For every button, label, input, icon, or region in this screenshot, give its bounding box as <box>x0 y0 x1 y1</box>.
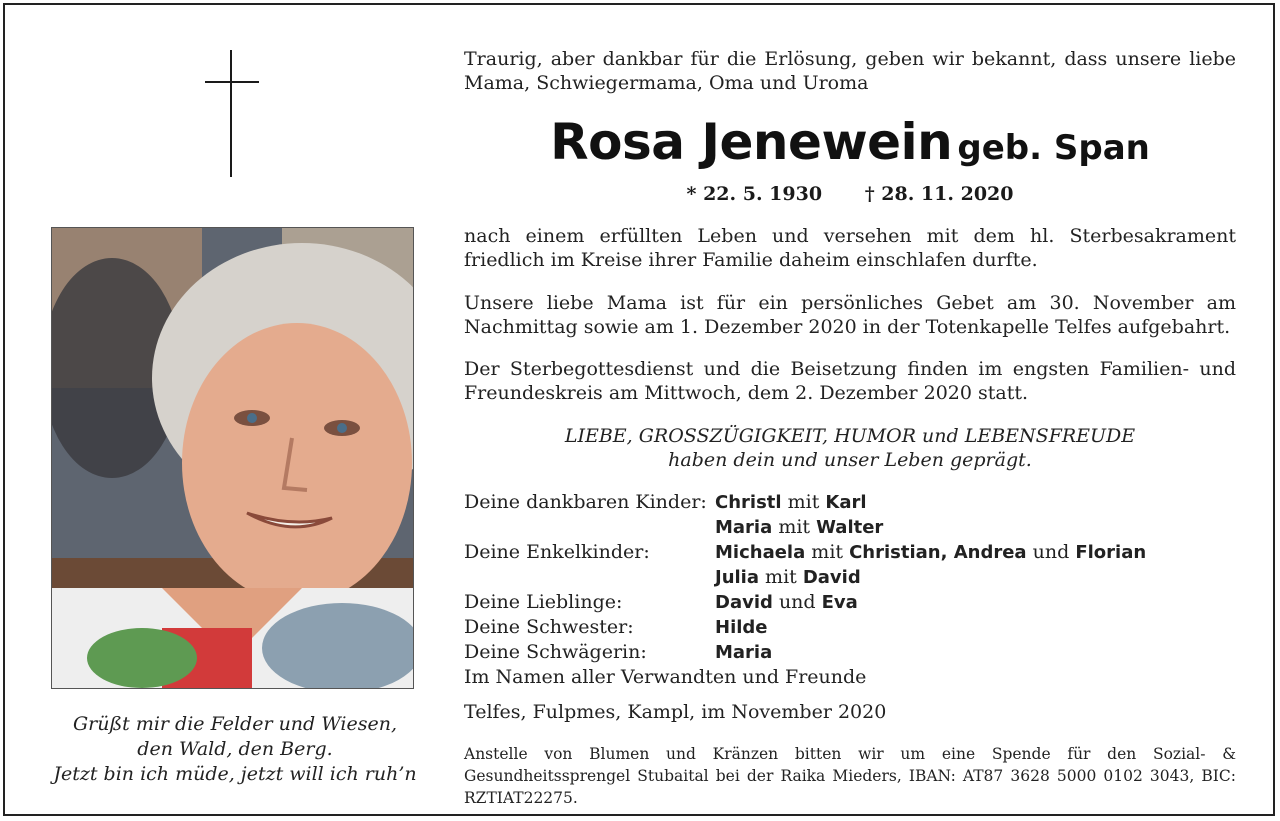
relation-names <box>715 565 861 590</box>
person-name: David <box>802 567 861 588</box>
paragraph-passing: nach einem erfüllten Leben und versehen mit dem hl. Sterbesakrament friedlich im Kreise ihrer Familie daheim einschlafen durfte. <box>464 225 1236 271</box>
relation-names <box>715 540 1146 565</box>
motto-line-1: LIEBE, GROSSZÜGIGKEIT, HUMOR und LEBENSFREUDE <box>564 425 1136 447</box>
cross-vertical-bar <box>230 50 232 177</box>
donation-note: Anstelle von Blumen und Kränzen bitten wir um eine Spende für den Sozial- & Gesundheitssprengel Stubaital bei der Raika Mieders, IBAN: AT87 3628 5000 0102 3043, BIC: RZTIAT22275. <box>464 745 1236 807</box>
birth-name: geb. Span <box>957 128 1150 168</box>
paragraph-funeral: Der Sterbegottesdienst und die Beisetzung finden im engsten Familien- und Freundeskreis am Mittwoch, dem 2. Dezember 2020 statt. <box>464 358 1236 404</box>
relation-names <box>715 590 858 615</box>
person-name: Christl <box>715 492 782 513</box>
birth-date: * 22. 5. 1930 <box>686 183 823 205</box>
poem <box>25 712 445 787</box>
person-name: Eva <box>821 592 858 613</box>
relation-label: Deine Schwägerin: <box>464 641 647 663</box>
life-dates <box>464 183 1236 205</box>
family-row <box>464 515 1236 540</box>
portrait-illustration <box>52 228 414 689</box>
connector: mit <box>778 516 811 538</box>
connector: mit <box>765 566 797 588</box>
paragraph-viewing: Unsere liebe Mama ist für ein persönliches Gebet am 30. November am Nachmittag sowie am 1. Dezember 2020 in der Totenkapelle Telfes aufgebahrt. <box>464 292 1236 338</box>
connector: mit <box>787 491 820 513</box>
death-date: † 28. 11. 2020 <box>864 183 1014 205</box>
deceased-name-line <box>464 113 1236 171</box>
relation-names <box>715 490 867 515</box>
family-row <box>464 640 1236 665</box>
relation-label: Deine Enkelkinder: <box>464 541 650 563</box>
relation-names <box>715 640 772 665</box>
person-name: David <box>715 592 773 613</box>
person-name: Maria <box>715 642 773 663</box>
person-name: Maria <box>715 517 773 538</box>
person-name: Hilde <box>715 617 768 638</box>
family-row <box>464 540 1236 565</box>
deceased-name: Rosa Jenewein <box>550 113 953 171</box>
poem-line: Jetzt bin ich müde, jetzt will ich ruh’n <box>53 763 417 785</box>
motto-line-2: haben dein und unser Leben geprägt. <box>668 449 1032 471</box>
relation-names <box>715 615 768 640</box>
relation-label: Deine Lieblinge: <box>464 591 623 613</box>
person-name: Michaela <box>715 542 806 563</box>
connector: mit <box>811 541 844 563</box>
portrait-photo <box>51 227 414 689</box>
relation-label: Deine dankbaren Kinder: <box>464 491 707 513</box>
connector: und <box>778 591 816 613</box>
person-name: Christian, Andrea <box>849 542 1027 563</box>
poem-line: den Wald, den Berg. <box>137 738 333 760</box>
family-list <box>464 490 1236 689</box>
motto <box>464 424 1236 472</box>
person-name: Karl <box>825 492 867 513</box>
cross-horizontal-bar <box>205 81 259 83</box>
connector: und <box>1032 541 1070 563</box>
person-name: Florian <box>1075 542 1147 563</box>
poem-line: Grüßt mir die Felder und Wiesen, <box>72 713 398 735</box>
relation-label: Deine Schwester: <box>464 616 634 638</box>
place-and-date: Telfes, Fulpmes, Kampl, im November 2020 <box>464 701 887 723</box>
relation-names <box>715 515 883 540</box>
family-row <box>464 590 1236 615</box>
family-row <box>464 615 1236 640</box>
person-name: Walter <box>816 517 884 538</box>
person-name: Julia <box>715 567 759 588</box>
closing-line: Im Namen aller Verwandten und Freunde <box>464 666 867 688</box>
intro-text: Traurig, aber dankbar für die Erlösung, geben wir bekannt, dass unsere liebe Mama, Schwiegermama, Oma und Uroma <box>464 48 1236 94</box>
family-row <box>464 565 1236 590</box>
family-row <box>464 490 1236 515</box>
obituary-notice <box>3 3 1275 816</box>
